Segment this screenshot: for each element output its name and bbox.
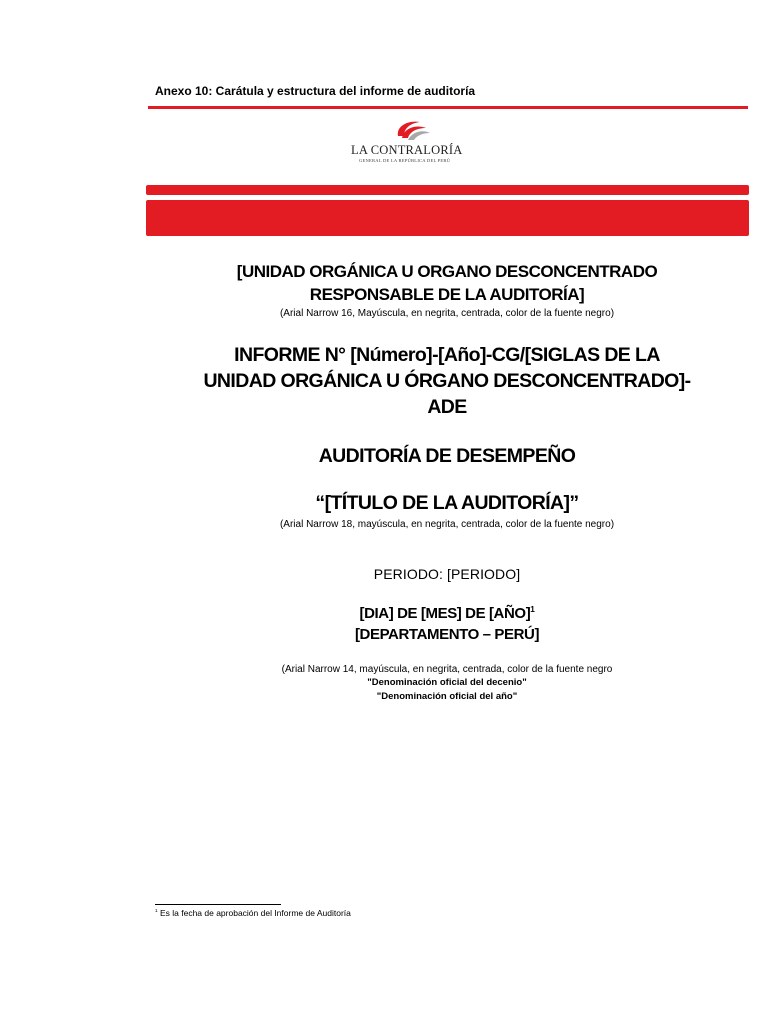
audit-title: “[TÍTULO DE LA AUDITORÍA]”	[315, 492, 579, 514]
logo-name: LA CONTRALORÍA	[351, 143, 463, 157]
footnote-number: 1	[155, 908, 158, 914]
footnote	[155, 908, 351, 918]
unit-heading-line2: RESPONSABLE DE LA AUDITORÍA]	[309, 285, 585, 304]
title-format-note: (Arial Narrow 18, mayúscula, en negrita, centrada, color de la fuente negro)	[279, 519, 615, 530]
red-band-thick	[146, 200, 749, 236]
date-line	[146, 604, 748, 624]
location-line: [DEPARTAMENTO – PERÚ]	[354, 626, 540, 643]
red-band-thin	[146, 185, 749, 195]
date-footnote-ref: 1	[530, 605, 535, 614]
contraloria-swoosh-icon	[340, 116, 480, 146]
period: PERIODO: [PERIODO]	[373, 566, 521, 582]
report-number-line3: ADE	[427, 396, 467, 418]
audit-type: AUDITORÍA DE DESEMPEÑO	[318, 445, 576, 467]
footnote-text: Es la fecha de aprobación del Informe de Auditoría	[159, 908, 351, 918]
year-name: "Denominación oficial del año"	[376, 691, 518, 702]
report-number-line1: INFORME N° [Número]-[Año]-CG/[SIGLAS DE LA	[234, 344, 660, 366]
annex-title: Anexo 10: Carátula y estructura del informe de auditoría	[155, 84, 476, 98]
date-text: [DIA] DE [MES] DE [AÑO]	[359, 605, 531, 622]
contraloria-logo	[340, 116, 480, 168]
footnote-rule	[155, 904, 281, 905]
date-format-note: (Arial Narrow 14, mayúscula, en negrita, centrada, color de la fuente negro	[281, 664, 613, 675]
decade-name: "Denominación oficial del decenio"	[367, 677, 527, 688]
logo-subtitle: GENERAL DE LA REPÚBLICA DEL PERÚ	[359, 158, 451, 163]
report-number-line2: UNIDAD ORGÁNICA U ÓRGANO DESCONCENTRADO]-	[203, 370, 691, 392]
unit-heading-line1: [UNIDAD ORGÁNICA U ORGANO DESCONCENTRADO	[236, 262, 658, 281]
unit-format-note: (Arial Narrow 16, Mayúscula, en negrita, centrada, color de la fuente negro)	[279, 308, 615, 319]
header-rule	[148, 106, 748, 109]
